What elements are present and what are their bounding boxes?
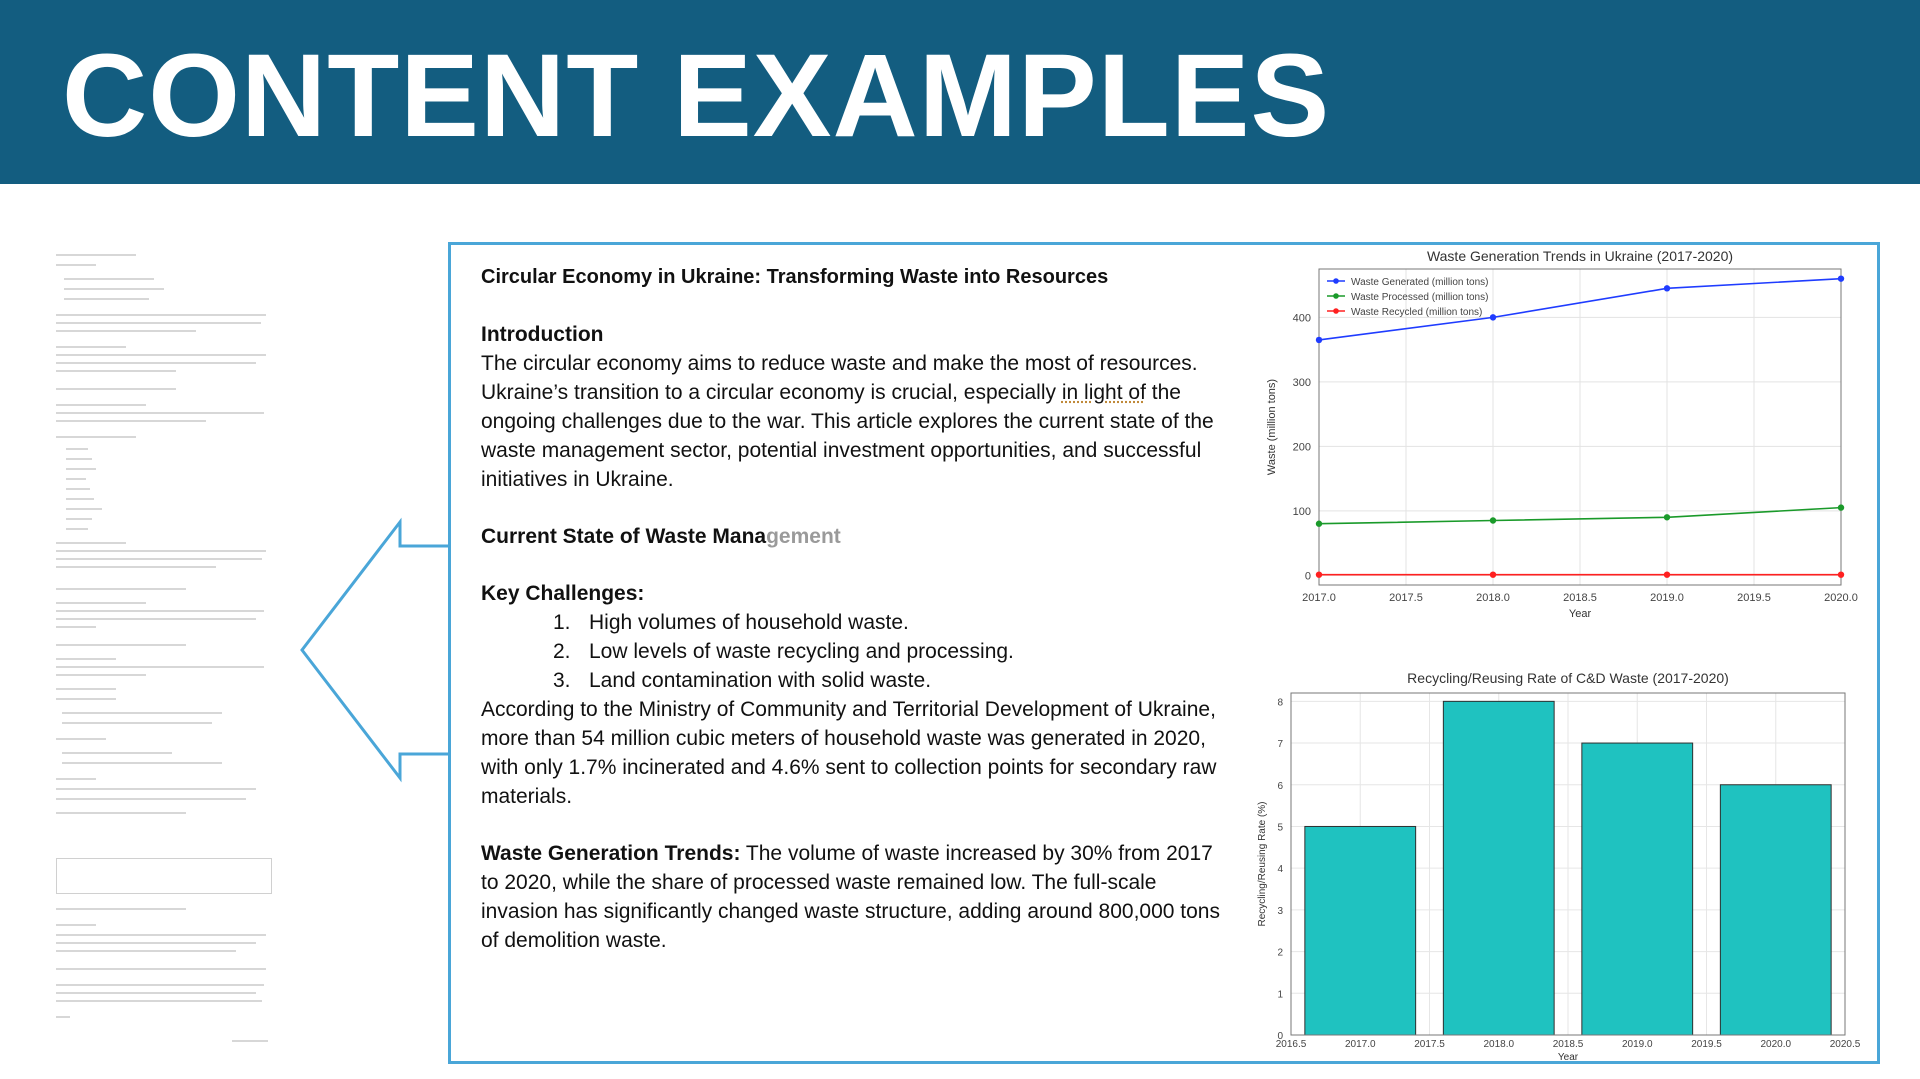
x-tick-label: 2018.5 [1563,592,1597,604]
challenges-heading: Key Challenges: [481,582,645,605]
trends-paragraph: Waste Generation Trends: The volume of waste increased by 30% from 2017 to 2020, while the share of processed waste remained low. The full-scale invasion has significantly changed waste structure, adding around 800,000 tons of demolition waste. [481,842,1220,952]
bar [1720,785,1831,1035]
x-tick-label: 2019.5 [1737,592,1771,604]
y-tick-label: 1 [1277,989,1283,1001]
x-tick-label: 2017.0 [1302,592,1336,604]
section-heading: Current State of Waste Management [481,525,841,548]
x-tick-label: 2020.5 [1829,1039,1861,1050]
data-point [1316,521,1322,527]
data-point [1490,517,1496,523]
x-tick-label: 2020.0 [1824,592,1858,604]
x-tick-label: 2020.0 [1760,1039,1792,1050]
document-thumbnail [52,248,280,1048]
data-point [1664,571,1670,577]
data-point [1838,275,1844,281]
y-tick-label: 2 [1277,947,1283,959]
x-axis-label: Year [1568,608,1592,620]
callout-arrow [300,520,450,800]
content-example-card [448,242,1880,1064]
bar [1582,743,1693,1035]
x-tick-label: 2018.0 [1483,1039,1515,1050]
chart-title: Waste Generation Trends in Ukraine (2017-2020) [1426,248,1734,264]
bar [1305,826,1416,1035]
y-tick-label: 0 [1304,570,1311,583]
y-tick-label: 200 [1292,441,1311,454]
x-tick-label: 2017.5 [1389,592,1423,604]
x-tick-label: 2016.5 [1275,1039,1307,1050]
y-tick-label: 4 [1277,864,1283,876]
x-tick-label: 2018.5 [1552,1039,1584,1050]
data-point [1490,571,1496,577]
intro-paragraph: The circular economy aims to reduce waste and make the most of resources. Ukraine’s transition to a circular economy is crucial, especially in light of the ongoing challenges due to the war. This article explores the current state of the waste management sector, potential investment opportunities, and successful initiatives in Ukraine. [481,352,1214,491]
data-point [1838,571,1844,577]
list-item: 3. Land contamination with solid waste. [553,669,932,692]
page-title: CONTENT EXAMPLES [62,30,1331,162]
x-tick-label: 2019.0 [1650,592,1684,604]
waste-trends-line-chart [1251,247,1858,647]
x-tick-label: 2017.0 [1344,1039,1376,1050]
y-tick-label: 7 [1277,739,1283,751]
data-point [1838,504,1844,510]
y-tick-label: 400 [1292,312,1311,325]
legend-marker [1333,278,1339,284]
y-axis-label: Recycling/Reusing Rate (%) [1257,801,1268,927]
ministry-paragraph: According to the Ministry of Community and Territorial Development of Ukraine, more than 54 million cubic meters of household waste was generated in 2020, with only 1.7% incinerated and 4.6% sent to collection points for secondary raw materials. [481,698,1217,808]
y-tick-label: 6 [1277,780,1283,792]
data-point [1316,337,1322,343]
y-tick-label: 100 [1292,505,1311,518]
list-item: 2. Low levels of waste recycling and processing. [553,640,1014,663]
legend-label: Waste Processed (million tons) [1351,292,1489,303]
y-axis-label: Waste (million tons) [1266,378,1278,476]
data-point [1664,514,1670,520]
article-text [481,263,1221,955]
x-tick-label: 2018.0 [1476,592,1510,604]
legend-label: Waste Generated (million tons) [1351,277,1489,288]
grammar-underline: in light of [1061,381,1146,404]
title-banner [0,0,1920,184]
data-point [1316,571,1322,577]
legend-marker [1333,308,1339,314]
bar [1443,701,1554,1035]
x-axis-label: Year [1557,1052,1579,1063]
y-tick-label: 300 [1292,376,1311,389]
list-item: 1. High volumes of household waste. [553,611,909,634]
recycling-rate-bar-chart [1251,663,1861,1063]
data-point [1490,314,1496,320]
y-tick-label: 0 [1277,1031,1283,1042]
legend-label: Waste Recycled (million tons) [1351,307,1483,318]
y-tick-label: 8 [1277,697,1283,709]
challenges-list [481,608,1221,695]
x-tick-label: 2017.5 [1414,1039,1445,1050]
y-tick-label: 5 [1277,822,1283,834]
y-tick-label: 3 [1277,905,1283,917]
x-tick-label: 2019.5 [1691,1039,1722,1050]
intro-heading: Introduction [481,323,604,346]
article-title: Circular Economy in Ukraine: Transforming Waste into Resources [481,266,1109,288]
x-tick-label: 2019.0 [1621,1039,1653,1050]
chart-title: Recycling/Reusing Rate of C&D Waste (2017-2020) [1407,670,1729,686]
legend-marker [1333,293,1339,299]
data-point [1664,285,1670,291]
